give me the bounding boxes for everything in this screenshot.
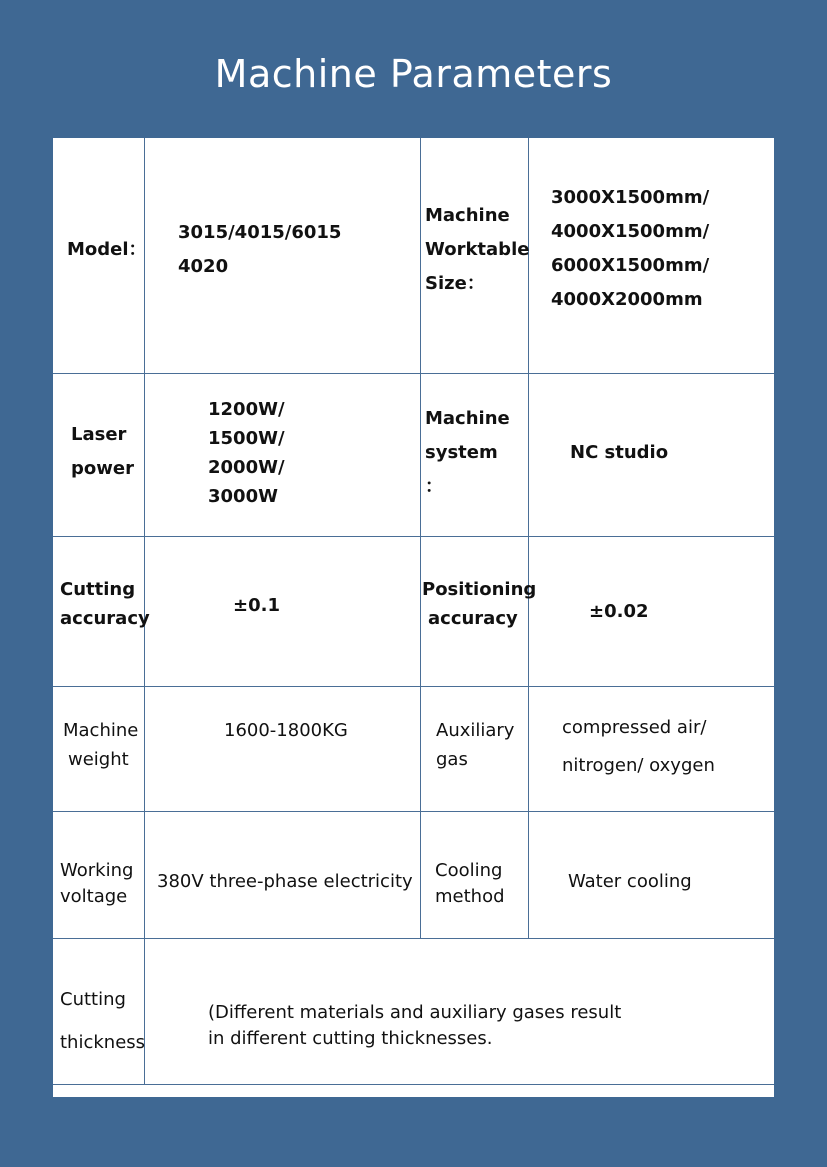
laser-power-label: Laser power	[71, 424, 134, 479]
model-value: 3015/4015/6015 4020	[178, 222, 342, 277]
machine-weight-value: 1600-1800KG	[224, 720, 348, 741]
row-divider	[53, 1084, 774, 1085]
worktable-size-value: 3000X1500mm/ 4000X1500mm/ 6000X1500mm/ 4000X2000mm	[551, 187, 710, 310]
working-voltage-label: Working voltage	[60, 860, 134, 907]
machine-system-value: NC studio	[570, 442, 669, 463]
positioning-accuracy-label: Positioning accuracy	[422, 579, 537, 629]
row-divider	[53, 536, 774, 537]
working-voltage-value: 380V three-phase electricity	[157, 871, 413, 892]
laser-power-value: 1200W/ 1500W/ 2000W/ 3000W	[208, 399, 285, 507]
machine-weight-label: Machine weight	[63, 720, 139, 770]
row-divider	[53, 373, 774, 374]
cooling-method-value: Water cooling	[568, 871, 692, 892]
machine-system-label: Machine system ：	[425, 408, 510, 497]
cutting-thickness-note: (Different materials and auxiliary gases result in different cutting thicknesses.	[208, 1002, 622, 1049]
cutting-accuracy-value: ±0.1	[233, 595, 280, 616]
cutting-accuracy-label: Cutting accuracy	[60, 579, 150, 629]
positioning-accuracy-value: ±0.02	[589, 601, 649, 622]
auxiliary-gas-label: Auxiliary gas	[436, 720, 515, 770]
page-title: Machine Parameters	[214, 52, 613, 96]
auxiliary-gas-value: compressed air/ nitrogen/ oxygen	[562, 717, 715, 776]
parameters-table	[53, 138, 774, 1097]
model-label: Model：	[67, 239, 147, 260]
column-divider	[420, 138, 421, 938]
row-divider	[53, 811, 774, 812]
cooling-method-label: Cooling method	[435, 860, 505, 907]
row-divider	[53, 686, 774, 687]
worktable-size-label: Machine Worktable Size：	[425, 205, 530, 294]
row-divider	[53, 938, 774, 939]
cutting-thickness-label: Cutting thickness	[60, 989, 146, 1053]
